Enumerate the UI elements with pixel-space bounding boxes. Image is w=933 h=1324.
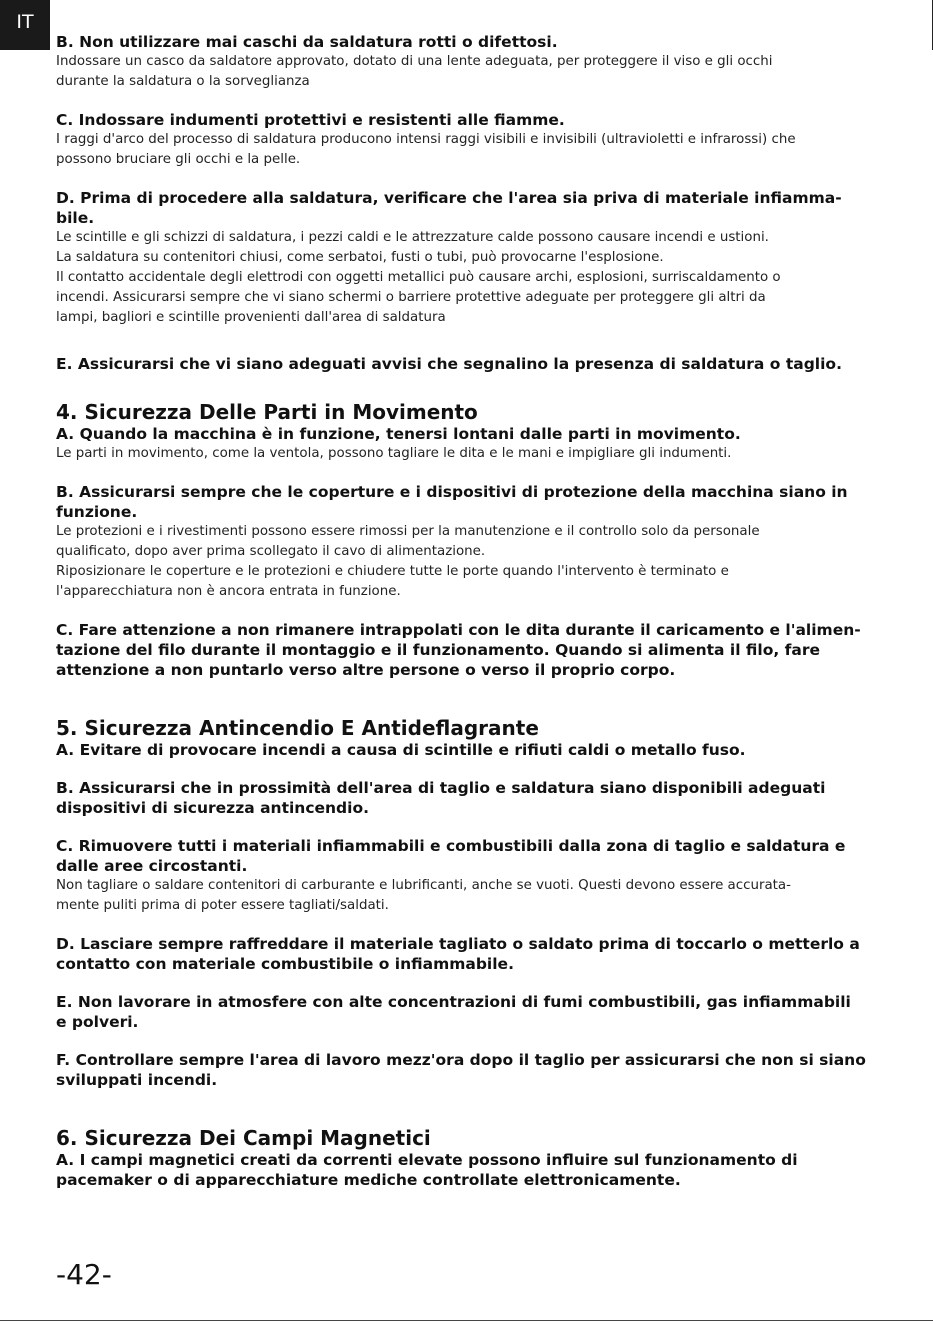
item-heading-b: B. Non utilizzare mai caschi da saldatura rotti o difettosi. [56, 33, 558, 51]
s4-item-c-heading-line1: C. Fare attenzione a non rimanere intrappolati con le dita durante il caricamento e l'alimen- [56, 621, 861, 639]
s5-item-c-heading-line2: dalle aree circostanti. [56, 857, 248, 875]
s5-item-e-heading-line1: E. Non lavorare in atmosfere con alte concentrazioni di fumi combustibili, gas infiammabili [56, 993, 851, 1011]
s5-item-f-heading-line1: F. Controllare sempre l'area di lavoro mezz'ora dopo il taglio per assicurarsi che non si siano [56, 1051, 866, 1069]
s4-item-b-heading-line1: B. Assicurarsi sempre che le coperture e i dispositivi di protezione della macchina siano in [56, 483, 848, 501]
section-4-title: 4. Sicurezza Delle Parti in Movimento [56, 400, 478, 424]
bottom-rule [0, 1320, 933, 1321]
language-code: IT [16, 11, 34, 33]
item-body-c-line2: possono bruciare gli occhi e la pelle. [56, 152, 301, 167]
item-body-d-line5: lampi, bagliori e scintille provenienti dall'area di saldatura [56, 310, 446, 325]
section-5-title: 5. Sicurezza Antincendio E Antideflagrante [56, 716, 539, 740]
page-content [56, 32, 876, 1190]
section-6-title: 6. Sicurezza Dei Campi Magnetici [56, 1126, 431, 1150]
s4-item-b-body-line4: l'apparecchiatura non è ancora entrata in funzione. [56, 584, 401, 599]
language-tab [0, 0, 50, 50]
s4-item-c-heading-line3: attenzione a non puntarlo verso altre persone o verso il proprio corpo. [56, 661, 676, 679]
item-body-b-line2: durante la saldatura o la sorveglianza [56, 74, 310, 89]
s4-item-b-body-line1: Le protezioni e i rivestimenti possono essere rimossi per la manutenzione e il controllo solo da personale [56, 524, 760, 539]
item-body-d-line3: Il contatto accidentale degli elettrodi con oggetti metallici può causare archi, esplosioni, surriscaldamento o [56, 270, 781, 285]
s5-item-e-heading-line2: e polveri. [56, 1013, 139, 1031]
s5-item-b-heading-line2: dispositivi di sicurezza antincendio. [56, 799, 370, 817]
s4-item-c-heading-line2: tazione del filo durante il montaggio e il funzionamento. Quando si alimenta il filo, fare [56, 641, 821, 659]
s6-item-a-heading-line2: pacemaker o di apparecchiature mediche controllate elettronicamente. [56, 1171, 681, 1189]
s4-item-a-body: Le parti in movimento, come la ventola, possono tagliare le dita e le mani e impigliare gli indumenti. [56, 446, 732, 461]
s5-item-b-heading-line1: B. Assicurarsi che in prossimità dell'area di taglio e saldatura siano disponibili adeguati [56, 779, 826, 797]
s6-item-a-heading-line1: A. I campi magnetici creati da correnti elevate possono influire sul funzionamento di [56, 1151, 798, 1169]
item-body-d-line4: incendi. Assicurarsi sempre che vi siano schermi o barriere protettive adeguate per proteggere gli altri da [56, 290, 766, 305]
item-heading-e: E. Assicurarsi che vi siano adeguati avvisi che segnalino la presenza di saldatura o taglio. [56, 355, 842, 373]
s5-item-f-heading-line2: sviluppati incendi. [56, 1071, 218, 1089]
item-body-d-line2: La saldatura su contenitori chiusi, come serbatoi, fusti o tubi, può provocarne l'esplosione. [56, 250, 664, 265]
s5-item-a-heading: A. Evitare di provocare incendi a causa di scintille e rifiuti caldi o metallo fuso. [56, 741, 746, 759]
s5-item-c-body-line1: Non tagliare o saldare contenitori di carburante e lubrificanti, anche se vuoti. Questi devono essere accurata- [56, 878, 791, 893]
page-number: -42- [56, 1258, 112, 1291]
s5-item-c-body-line2: mente puliti prima di poter essere tagliati/saldati. [56, 898, 389, 913]
item-body-d-line1: Le scintille e gli schizzi di saldatura, i pezzi caldi e le attrezzature calde possono causare incendi e ustioni. [56, 230, 769, 245]
s5-item-d-heading-line2: contatto con materiale combustibile o infiammabile. [56, 955, 514, 973]
item-body-c-line1: I raggi d'arco del processo di saldatura producono intensi raggi visibili e invisibili (ultravioletti e infrarossi) che [56, 132, 796, 147]
s5-item-d-heading-line1: D. Lasciare sempre raffreddare il materiale tagliato o saldato prima di toccarlo o metterlo a [56, 935, 860, 953]
s5-item-c-heading-line1: C. Rimuovere tutti i materiali infiammabili e combustibili dalla zona di taglio e saldatura e [56, 837, 846, 855]
item-heading-d-line2: bile. [56, 209, 95, 227]
s4-item-a-heading: A. Quando la macchina è in funzione, tenersi lontani dalle parti in movimento. [56, 425, 741, 443]
s4-item-b-body-line3: Riposizionare le coperture e le protezioni e chiudere tutte le porte quando l'intervento è terminato e [56, 564, 729, 579]
s4-item-b-body-line2: qualificato, dopo aver prima scollegato il cavo di alimentazione. [56, 544, 486, 559]
s4-item-b-heading-line2: funzione. [56, 503, 138, 521]
item-heading-d-line1: D. Prima di procedere alla saldatura, verificare che l'area sia priva di materiale infiamma- [56, 189, 842, 207]
item-body-b-line1: Indossare un casco da saldatore approvato, dotato di una lente adeguata, per proteggere il viso e gli occhi [56, 54, 773, 69]
item-heading-c: C. Indossare indumenti protettivi e resistenti alle fiamme. [56, 111, 565, 129]
